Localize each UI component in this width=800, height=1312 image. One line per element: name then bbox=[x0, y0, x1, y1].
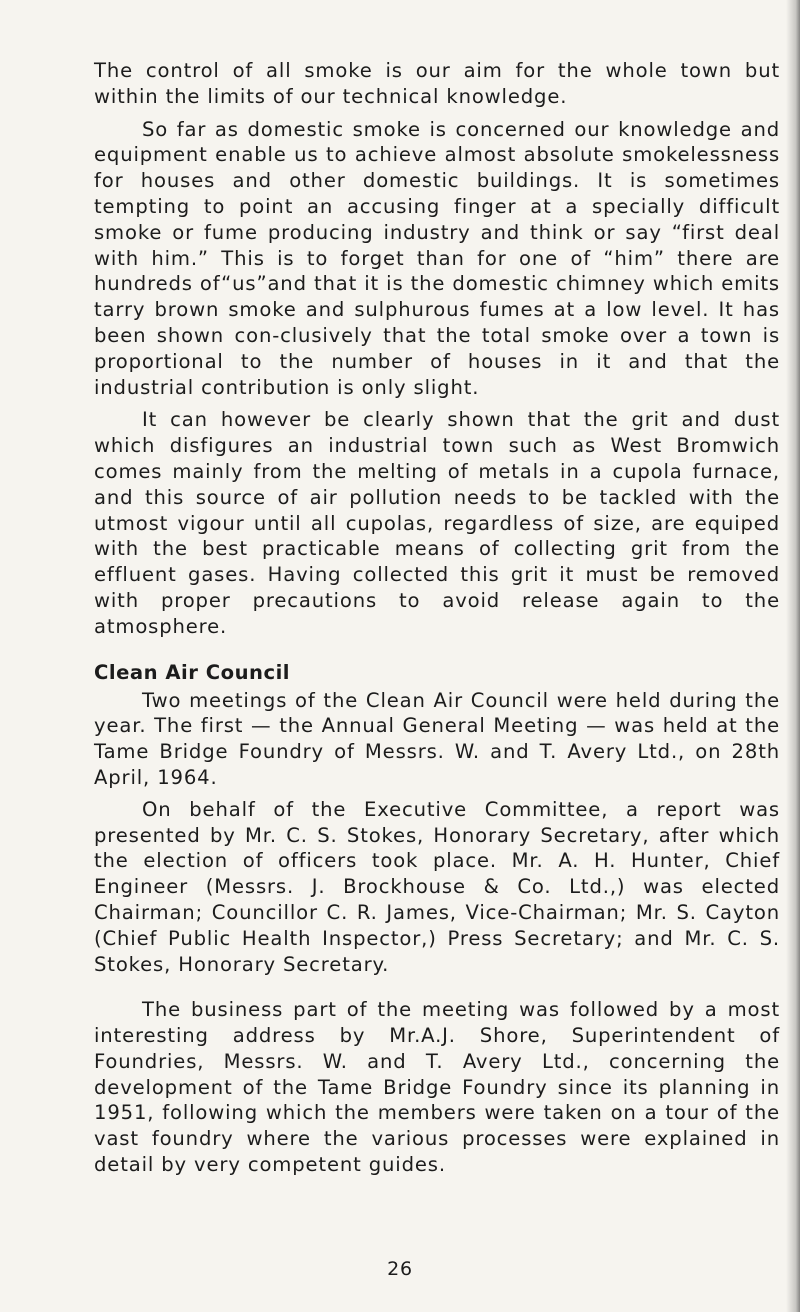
page-content bbox=[94, 58, 780, 1178]
paragraph-grit-and-dust: It can however be clearly shown that the grit and dust which disfigures an industrial town such as West Bromwich comes mainly from the melting of metals in a cupola furnace, and this source of air pollution needs to be tackled with the utmost vigour until all cupolas, regardless of size, are equiped with the best practicable means of collecting grit from the effluent gases. Having collected this grit it must be removed with proper precautions to avoid release again to the atmosphere. bbox=[94, 408, 780, 638]
page-edge-shadow bbox=[786, 0, 800, 1312]
paragraph-domestic-smoke: So far as domestic smoke is concerned our knowledge and equipment enable us to achieve almost absolute smokelessness for houses and other domestic buildings. It is sometimes tempting to point an accusing finger at a specially difficult smoke or fume producing industry and think or say “first deal with him.” This is to forget than for one of “him” there are hundreds of“us”and that it is the domestic chimney which emits tarry brown smoke and sulphurous fumes at a low level. It has been shown con-clusively that the total smoke over a town is proportional to the number of houses in it and that the industrial contribution is only slight. bbox=[94, 117, 780, 399]
page-number: 26 bbox=[387, 1258, 413, 1280]
paragraph-council-meetings: Two meetings of the Clean Air Council were held during the year. The first — the Annual General Meeting — was held at the Tame Bridge Foundry of Messrs. W. and T. Avery Ltd., on 28th April, 1964. bbox=[94, 688, 780, 789]
paragraph-business-address: The business part of the meeting was followed by a most interesting address by Mr.A.J. Shore, Superintendent of Foundries, Messrs. W. and T. Avery Ltd., concerning the development of the Tame Bridge Foundry since its planning in 1951, following which the members were taken on a tour of the vast foundry where the various processes were explained in detail by very competent guides. bbox=[94, 998, 780, 1177]
paragraph-officers-election: On behalf of the Executive Committee, a report was presented by Mr. C. S. Stokes, Honorary Secretary, after which the election of officers took place. Mr. A. H. Hunter, Chief Engineer (Messrs. J. Brockhouse & Co. Ltd.,) was elected Chairman; Councillor C. R. James, Vice-Chairman; Mr. S. Cayton (Chief Public Health Inspector,) Press Secretary; and Mr. C. S. Stokes, Honorary Secretary. bbox=[94, 797, 780, 976]
paragraph-smoke-control-aim: The control of all smoke is our aim for the whole town but within the limits of our technical knowledge. bbox=[94, 59, 780, 108]
section-heading: Clean Air Council bbox=[94, 660, 291, 684]
